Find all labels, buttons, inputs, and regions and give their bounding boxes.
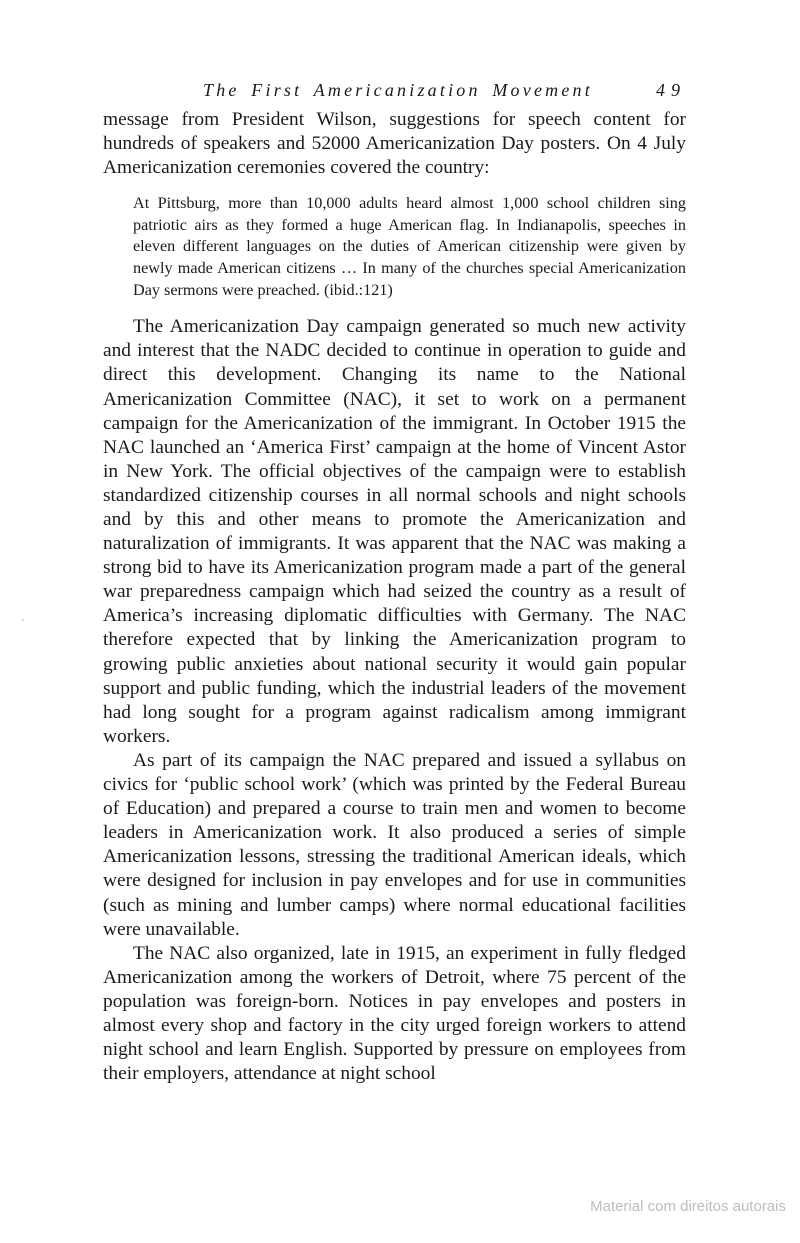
chapter-title: The First Americanization Movement — [203, 80, 593, 100]
book-page — [103, 78, 686, 1086]
body-text — [103, 108, 686, 1086]
opening-paragraph: message from President Wilson, suggestions for speech content for hundreds of speakers and 52000 Americanization Day posters. On 4 July Americanization ceremonies covered the country: — [103, 109, 686, 179]
block-quote: At Pittsburg, more than 10,000 adults heard almost 1,000 school children sing patriotic airs as they formed a huge American flag. In Indianapolis, speeches in eleven different languages on the duties of American citizenship were given by newly made American citizens … In many of the churches special Americanization Day sermons were preached. (ibid.:121) — [133, 194, 686, 299]
copyright-watermark: Material com direitos autorais — [590, 1198, 786, 1215]
paragraph-detroit-experiment: The NAC also organized, late in 1915, an experiment in fully fledged Americanization among the workers of Detroit, where 75 percent of the population was foreign-born. Notices in pay envelopes and posters in almost every shop and factory in the city urged foreign workers to attend night school and learn English. Supported by pressure on employees from their employers, attendance at night school — [103, 942, 686, 1085]
running-head — [103, 78, 686, 106]
paragraph-nac-syllabus: As part of its campaign the NAC prepared and issued a syllabus on civics for ‘public school work’ (which was printed by the Federal Bureau of Education) and prepared a course to train men and women to become leaders in Americanization work. It also produced a series of simple Americanization lessons, stressing the traditional American ideals, which were designed for inclusion in pay envelopes and for use in communities (such as mining and lumber camps) where normal educational facilities were unavailable. — [103, 749, 686, 940]
scan-artifact-dot — [22, 619, 24, 621]
page-number: 49 — [656, 80, 686, 100]
paragraph-nac-formation: The Americanization Day campaign generated so much new activity and interest that the NADC decided to continue in operation to guide and direct this development. Changing its name to the National Americanization Committee (NAC), it set to work on a permanent campaign for the Americanization of the immigrant. In October 1915 the NAC launched an ‘America First’ campaign at the home of Vincent Astor in New York. The official objectives of the campaign were to establish standardized citizenship courses in all normal schools and night schools and by this and other means to promote the Americanization and naturalization of immigrants. It was apparent that the NAC was making a strong bid to have its Americanization program made a part of the general war preparedness campaign which had seized the country as a result of America’s increasing diplomatic difficulties with Germany. The NAC therefore expected that by linking the Americanization program to growing public anxieties about national security it would gain popular support and public funding, which the industrial leaders of the movement had long sought for a program against radicalism among immigrant workers. — [103, 316, 686, 747]
